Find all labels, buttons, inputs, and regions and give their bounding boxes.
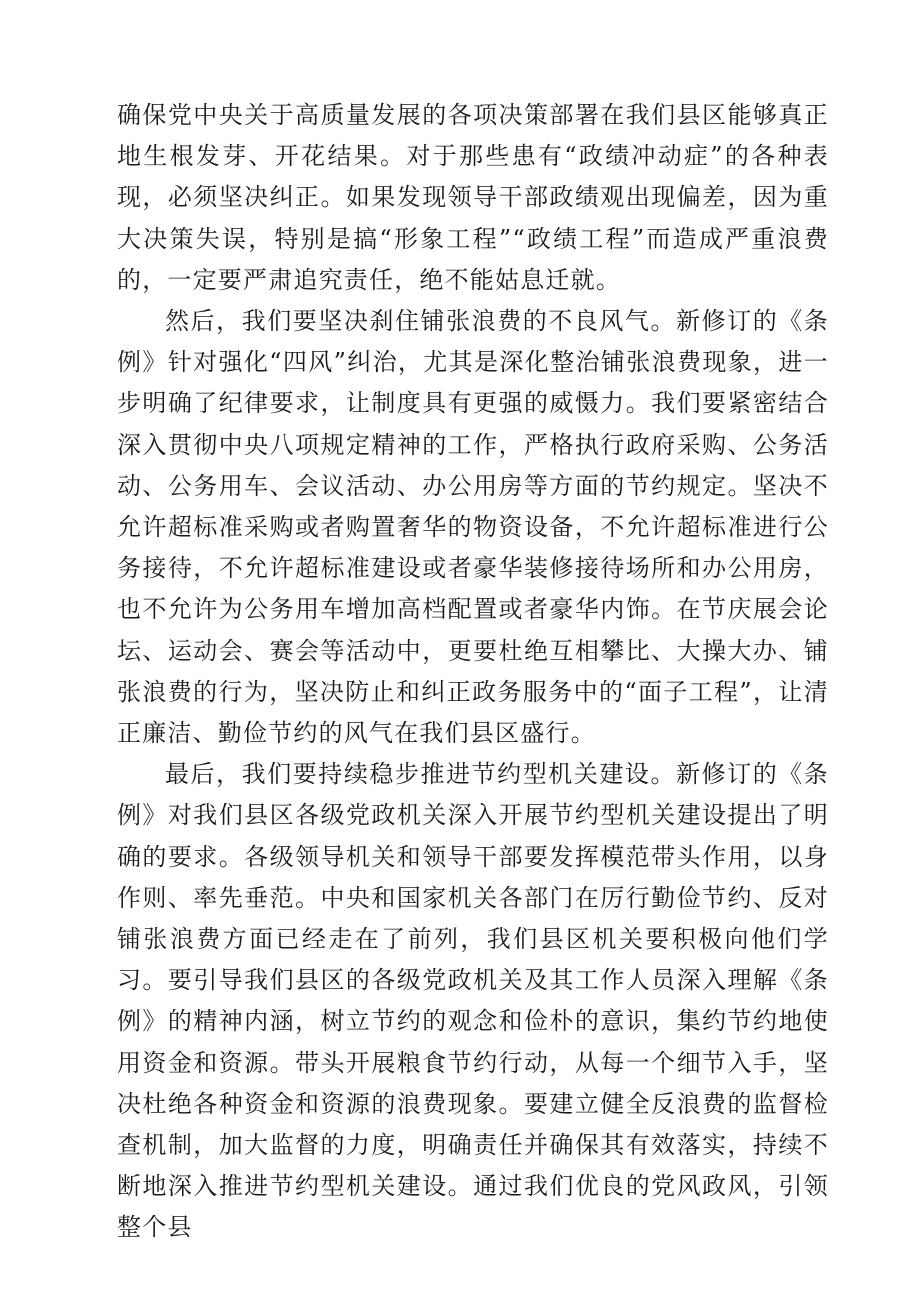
paragraph-2: 然后，我们要坚决刹住铺张浪费的不良风气。新修订的《条例》针对强化“四风”纠治，尤其是深化整治铺张浪费现象，进一步明确了纪律要求，让制度具有更强的威慑力。我们要紧密结合深入贯彻中央八项规定精神的工作，严格执行政府采购、公务活动、公务用车、会议活动、办公用房等方面的节约规定。坚决不允许超标准采购或者购置奢华的物资设备，不允许超标准进行公务接待，不允许超标准建设或者豪华装修接待场所和办公用房，也不允许为公务用车增加高档配置或者豪华内饰。在节庆展会论坛、运动会、赛会等活动中，更要杜绝互相攀比、大操大办、铺张浪费的行为，坚决防止和纠正政务服务中的“面子工程”，让清正廉洁、勤俭节约的风气在我们县区盛行。	[117, 307, 829, 748]
document-body	[117, 95, 829, 1249]
paragraph-1: 确保党中央关于高质量发展的各项决策部署在我们县区能够真正地生根发芽、开花结果。对于那些患有“政绩冲动症”的各种表现，必须坚决纠正。如果发现领导干部政绩观出现偏差，因为重大决策失误，特别是搞“形象工程”“政绩工程”而造成严重浪费的，一定要严肃追究责任，绝不能姑息迁就。	[117, 101, 829, 294]
paragraph-3: 最后，我们要持续稳步推进节约型机关建设。新修订的《条例》对我们县区各级党政机关深入开展节约型机关建设提出了明确的要求。各级领导机关和领导干部要发挥模范带头作用，以身作则、率先垂范。中央和国家机关各部门在厉行勤俭节约、反对铺张浪费方面已经走在了前列，我们县区机关要积极向他们学习。要引导我们县区的各级党政机关及其工作人员深入理解《条例》的精神内涵，树立节约的观念和俭朴的意识，集约节约地使用资金和资源。带头开展粮食节约行动，从每一个细节入手，坚决杜绝各种资金和资源的浪费现象。要建立健全反浪费的监督检查机制，加大监督的力度，明确责任并确保其有效落实，持续不断地深入推进节约型机关建设。通过我们优良的党风政风，引领整个县	[117, 760, 829, 1242]
